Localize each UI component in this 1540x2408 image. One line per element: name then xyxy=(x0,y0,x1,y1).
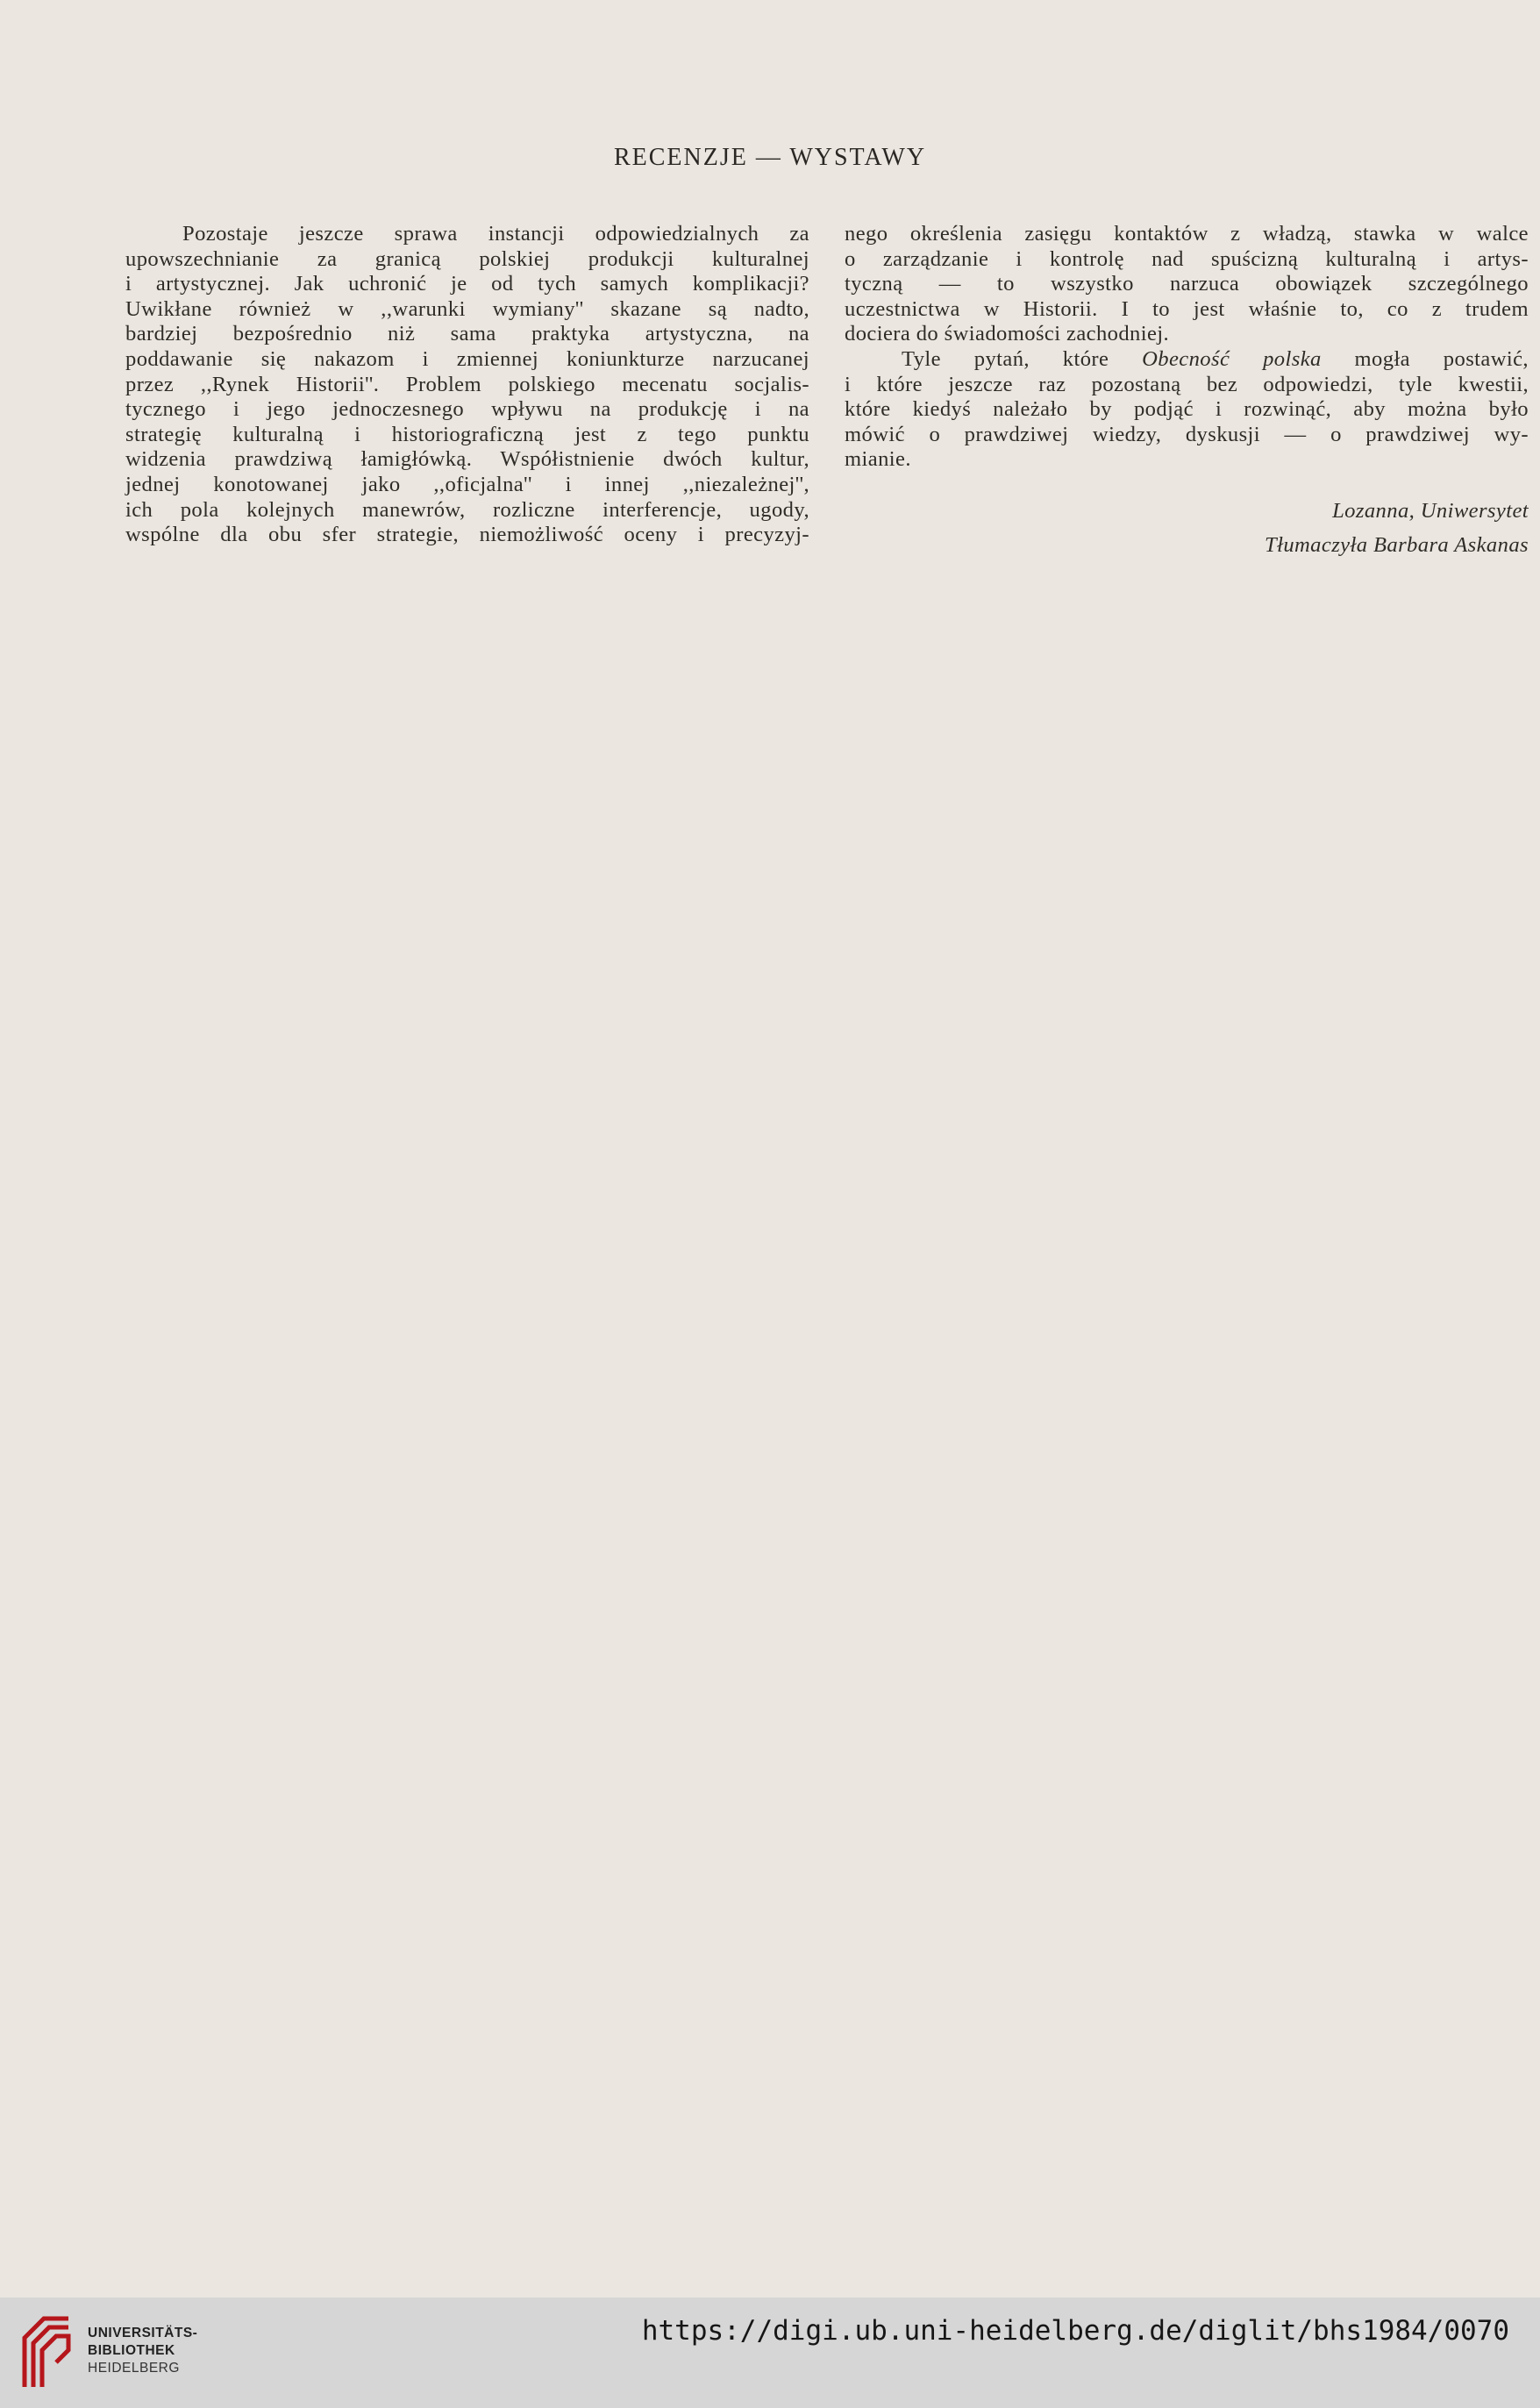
text-line: tyczną — to wszystko narzuca obowiązek szczególnego xyxy=(845,272,1529,296)
text-fragment: Tyle pytań, które xyxy=(902,346,1143,371)
text-line: nego określenia zasięgu kontaktów z władzą, stawka w walce xyxy=(845,222,1529,246)
text-line: poddawanie się nakazom i zmiennej koniunkturze narzucanej xyxy=(125,346,809,371)
text-line: wspólne dla obu sfer strategie, niemożliwość oceny i precyzyj- xyxy=(125,523,809,547)
right-column xyxy=(845,222,1529,558)
text-line: widzenia prawdziwą łamigłówką. Współistnienie dwóch kultur, xyxy=(125,447,809,472)
text-line: jednej konotowanej jako ,,oficjalna'' i innej ,,niezależnej'', xyxy=(125,472,809,496)
text-line: ich pola kolejnych manewrów, rozliczne interferencje, ugody, xyxy=(125,497,809,522)
text-fragment: mogła postawić, xyxy=(1321,346,1529,371)
source-url-link[interactable]: https://digi.ub.uni-heidelberg.de/diglit/bhs1984/0070 xyxy=(641,2315,1509,2347)
text-line: mianie. xyxy=(845,447,911,472)
text-line: o zarządzanie i kontrolę nad spuścizną kulturalną i artys- xyxy=(845,246,1529,271)
library-name-line: UNIVERSITÄTS- xyxy=(88,2326,198,2340)
place-signature: Lozanna, Uniwersytet xyxy=(1332,498,1529,523)
left-column xyxy=(125,222,809,548)
text-line: bardziej bezpośrednio niż sama praktyka artystyczna, na xyxy=(125,322,809,346)
text-line: Uwikłane również w ,,warunki wymiany'' skazane są nadto, xyxy=(125,296,809,321)
library-name-line: HEIDELBERG xyxy=(88,2361,180,2376)
text-line: mówić o prawdziwej wiedzy, dyskusji — o prawdziwej wy- xyxy=(845,422,1529,446)
library-name-line: BIBLIOTHEK xyxy=(88,2343,175,2358)
library-logo-icon xyxy=(18,2312,75,2390)
text-line: dociera do świadomości zachodniej. xyxy=(845,322,1170,346)
text-line: przez ,,Rynek Historii''. Problem polskiego mecenatu socjalis- xyxy=(125,372,809,396)
text-line: uczestnictwa w Historii. I to jest właśnie to, co z trudem xyxy=(845,296,1529,321)
text-line: upowszechnianie za granicą polskiej produkcji kulturalnej xyxy=(125,246,809,271)
running-head: RECENZJE — WYSTAWY xyxy=(613,144,927,171)
text-line: strategię kulturalną i historiograficzną jest z tego punktu xyxy=(125,422,809,446)
italic-title: Obecność polska xyxy=(1142,346,1322,371)
text-line: tycznego i jego jednoczesnego wpływu na produkcję i na xyxy=(125,397,809,422)
text-line: Pozostaje jeszcze sprawa instancji odpowiedzialnych za xyxy=(182,222,809,246)
library-name xyxy=(88,2325,197,2377)
footer-bar xyxy=(0,2298,1540,2408)
translator-signature: Tłumaczyła Barbara Askanas xyxy=(1265,532,1529,557)
text-line xyxy=(845,347,1529,373)
text-line: i które jeszcze raz pozostaną bez odpowiedzi, tyle kwestii, xyxy=(845,372,1529,396)
text-line: które kiedyś należało by podjąć i rozwinąć, aby można było xyxy=(845,397,1529,422)
text-line: i artystycznej. Jak uchronić je od tych samych komplikacji? xyxy=(125,272,809,296)
